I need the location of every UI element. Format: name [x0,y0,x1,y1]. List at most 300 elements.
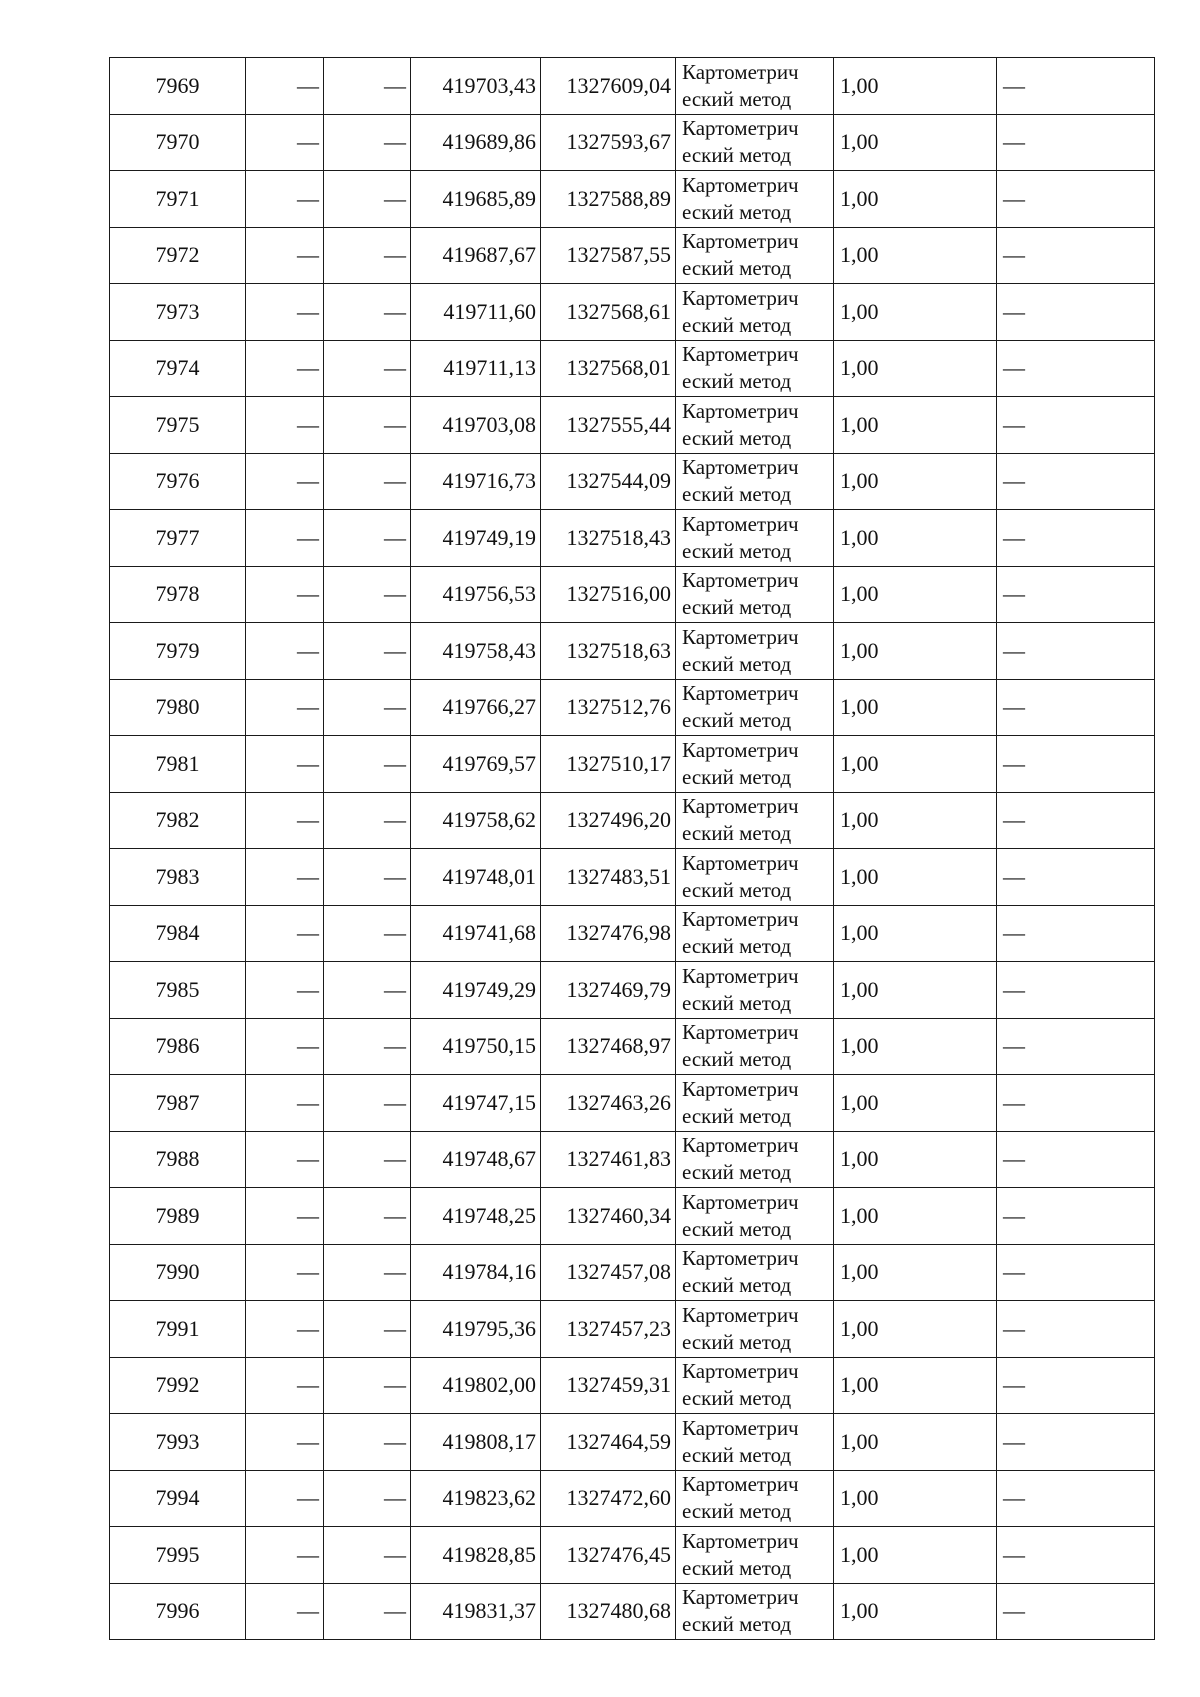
method-text-line: Картометрич [682,1020,799,1045]
table-row [110,114,1155,171]
table-row [110,1414,1155,1471]
accuracy-cell: 1,00 [834,453,997,510]
description-cell: — [997,1414,1155,1471]
table-row [110,1131,1155,1188]
y-coordinate-cell: 1327496,20 [541,792,676,849]
y-coordinate-cell: 1327476,98 [541,905,676,962]
y-coordinate-cell: 1327568,61 [541,284,676,341]
accuracy-cell: 1,00 [834,623,997,680]
y-coordinate-cell: 1327480,68 [541,1583,676,1640]
table-row [110,227,1155,284]
empty-value-cell: — [246,227,324,284]
method-text-line: Картометрич [682,285,799,310]
table-row [110,849,1155,906]
method-text-line: Картометрич [682,229,799,254]
empty-value-cell: — [324,1414,411,1471]
description-cell: — [997,1583,1155,1640]
point-number-cell: 7993 [110,1414,246,1471]
x-coordinate-cell: 419795,36 [411,1301,541,1358]
point-number-cell: 7984 [110,905,246,962]
empty-value-cell: — [324,736,411,793]
method-cell [676,679,834,736]
empty-value-cell: — [324,1470,411,1527]
empty-value-cell: — [246,453,324,510]
y-coordinate-cell: 1327483,51 [541,849,676,906]
method-text-line: Картометрич [682,568,799,593]
method-text-line: еский метод [682,1442,792,1467]
empty-value-cell: — [324,1131,411,1188]
point-number-cell: 7994 [110,1470,246,1527]
method-cell [676,792,834,849]
empty-value-cell: — [246,1414,324,1471]
method-cell [676,510,834,567]
y-coordinate-cell: 1327512,76 [541,679,676,736]
empty-value-cell: — [324,849,411,906]
point-number-cell: 7995 [110,1527,246,1584]
method-text-line: Картометрич [682,794,799,819]
x-coordinate-cell: 419687,67 [411,227,541,284]
y-coordinate-cell: 1327460,34 [541,1188,676,1245]
accuracy-cell: 1,00 [834,1018,997,1075]
point-number-cell: 7975 [110,397,246,454]
description-cell: — [997,1075,1155,1132]
method-cell [676,1301,834,1358]
method-text-line: еский метод [682,425,792,450]
empty-value-cell: — [246,171,324,228]
y-coordinate-cell: 1327609,04 [541,58,676,115]
method-text-line: еский метод [682,651,792,676]
method-text-line: еский метод [682,595,792,620]
method-text-line: Картометрич [682,963,799,988]
table-row [110,284,1155,341]
method-text-line: Картометрич [682,398,799,423]
y-coordinate-cell: 1327472,60 [541,1470,676,1527]
accuracy-cell: 1,00 [834,1470,997,1527]
method-cell [676,340,834,397]
table-row [110,566,1155,623]
point-number-cell: 7982 [110,792,246,849]
table-row [110,453,1155,510]
empty-value-cell: — [324,340,411,397]
table-row [110,905,1155,962]
description-cell: — [997,1018,1155,1075]
x-coordinate-cell: 419689,86 [411,114,541,171]
empty-value-cell: — [324,510,411,567]
method-cell [676,171,834,228]
y-coordinate-cell: 1327457,08 [541,1244,676,1301]
x-coordinate-cell: 419758,43 [411,623,541,680]
table-row [110,1527,1155,1584]
accuracy-cell: 1,00 [834,1188,997,1245]
method-text-line: Картометрич [682,1359,799,1384]
method-cell [676,1244,834,1301]
description-cell: — [997,397,1155,454]
point-number-cell: 7983 [110,849,246,906]
empty-value-cell: — [246,736,324,793]
empty-value-cell: — [246,1018,324,1075]
empty-value-cell: — [324,905,411,962]
method-cell [676,1414,834,1471]
accuracy-cell: 1,00 [834,114,997,171]
method-text-line: Картометрич [682,1585,799,1610]
x-coordinate-cell: 419711,60 [411,284,541,341]
x-coordinate-cell: 419823,62 [411,1470,541,1527]
method-text-line: Картометрич [682,1528,799,1553]
method-text-line: Картометрич [682,1302,799,1327]
empty-value-cell: — [246,510,324,567]
table-row [110,679,1155,736]
method-text-line: еский метод [682,990,792,1015]
description-cell: — [997,1357,1155,1414]
description-cell: — [997,510,1155,567]
table-row [110,792,1155,849]
accuracy-cell: 1,00 [834,1301,997,1358]
table-row [110,736,1155,793]
point-number-cell: 7990 [110,1244,246,1301]
method-text-line: еский метод [682,1160,792,1185]
method-text-line: еский метод [682,538,792,563]
empty-value-cell: — [246,1075,324,1132]
accuracy-cell: 1,00 [834,227,997,284]
x-coordinate-cell: 419716,73 [411,453,541,510]
y-coordinate-cell: 1327588,89 [541,171,676,228]
x-coordinate-cell: 419748,01 [411,849,541,906]
coordinates-table [109,57,1155,1640]
empty-value-cell: — [324,397,411,454]
empty-value-cell: — [324,227,411,284]
accuracy-cell: 1,00 [834,1244,997,1301]
empty-value-cell: — [324,58,411,115]
method-cell [676,1075,834,1132]
method-cell [676,1583,834,1640]
empty-value-cell: — [246,1357,324,1414]
method-text-line: Картометрич [682,172,799,197]
description-cell: — [997,1301,1155,1358]
table-row [110,1244,1155,1301]
accuracy-cell: 1,00 [834,1357,997,1414]
method-text-line: еский метод [682,1499,792,1524]
empty-value-cell: — [246,1527,324,1584]
empty-value-cell: — [246,566,324,623]
method-text-line: еский метод [682,934,792,959]
description-cell: — [997,1470,1155,1527]
accuracy-cell: 1,00 [834,962,997,1019]
y-coordinate-cell: 1327464,59 [541,1414,676,1471]
method-text-line: еский метод [682,143,792,168]
x-coordinate-cell: 419828,85 [411,1527,541,1584]
y-coordinate-cell: 1327568,01 [541,340,676,397]
method-cell [676,114,834,171]
table-row [110,1470,1155,1527]
method-cell [676,227,834,284]
empty-value-cell: — [324,1527,411,1584]
method-cell [676,849,834,906]
x-coordinate-cell: 419685,89 [411,171,541,228]
empty-value-cell: — [246,340,324,397]
empty-value-cell: — [324,962,411,1019]
accuracy-cell: 1,00 [834,397,997,454]
accuracy-cell: 1,00 [834,1075,997,1132]
accuracy-cell: 1,00 [834,566,997,623]
accuracy-cell: 1,00 [834,58,997,115]
x-coordinate-cell: 419748,25 [411,1188,541,1245]
point-number-cell: 7996 [110,1583,246,1640]
accuracy-cell: 1,00 [834,510,997,567]
accuracy-cell: 1,00 [834,340,997,397]
x-coordinate-cell: 419766,27 [411,679,541,736]
method-text-line: еский метод [682,821,792,846]
table-row [110,1357,1155,1414]
empty-value-cell: — [246,1583,324,1640]
accuracy-cell: 1,00 [834,1583,997,1640]
method-cell [676,1188,834,1245]
empty-value-cell: — [246,114,324,171]
method-text-line: еский метод [682,1047,792,1072]
table-row [110,962,1155,1019]
empty-value-cell: — [324,1244,411,1301]
y-coordinate-cell: 1327463,26 [541,1075,676,1132]
method-cell [676,1357,834,1414]
method-cell [676,623,834,680]
table-row [110,1018,1155,1075]
x-coordinate-cell: 419802,00 [411,1357,541,1414]
point-number-cell: 7981 [110,736,246,793]
table-row [110,340,1155,397]
method-text-line: еский метод [682,86,792,111]
method-text-line: еский метод [682,1273,792,1298]
table-row [110,1583,1155,1640]
description-cell: — [997,792,1155,849]
method-cell [676,962,834,1019]
empty-value-cell: — [246,849,324,906]
empty-value-cell: — [324,1075,411,1132]
empty-value-cell: — [246,1131,324,1188]
x-coordinate-cell: 419748,67 [411,1131,541,1188]
point-number-cell: 7980 [110,679,246,736]
table-row [110,397,1155,454]
accuracy-cell: 1,00 [834,171,997,228]
y-coordinate-cell: 1327518,43 [541,510,676,567]
point-number-cell: 7979 [110,623,246,680]
empty-value-cell: — [246,1244,324,1301]
table-row [110,58,1155,115]
method-text-line: Картометрич [682,850,799,875]
description-cell: — [997,340,1155,397]
empty-value-cell: — [324,623,411,680]
point-number-cell: 7992 [110,1357,246,1414]
point-number-cell: 7977 [110,510,246,567]
method-text-line: Картометрич [682,681,799,706]
description-cell: — [997,849,1155,906]
table-row [110,1188,1155,1245]
empty-value-cell: — [246,284,324,341]
empty-value-cell: — [324,792,411,849]
x-coordinate-cell: 419756,53 [411,566,541,623]
table-row [110,510,1155,567]
method-text-line: еский метод [682,1103,792,1128]
point-number-cell: 7989 [110,1188,246,1245]
method-cell [676,1470,834,1527]
y-coordinate-cell: 1327476,45 [541,1527,676,1584]
x-coordinate-cell: 419784,16 [411,1244,541,1301]
table-row [110,623,1155,680]
method-text-line: Картометрич [682,511,799,536]
point-number-cell: 7987 [110,1075,246,1132]
x-coordinate-cell: 419711,13 [411,340,541,397]
empty-value-cell: — [246,1188,324,1245]
point-number-cell: 7972 [110,227,246,284]
method-text-line: еский метод [682,877,792,902]
empty-value-cell: — [324,1188,411,1245]
y-coordinate-cell: 1327555,44 [541,397,676,454]
x-coordinate-cell: 419831,37 [411,1583,541,1640]
method-text-line: Картометрич [682,624,799,649]
point-number-cell: 7973 [110,284,246,341]
empty-value-cell: — [246,58,324,115]
point-number-cell: 7988 [110,1131,246,1188]
accuracy-cell: 1,00 [834,736,997,793]
y-coordinate-cell: 1327544,09 [541,453,676,510]
empty-value-cell: — [246,1470,324,1527]
empty-value-cell: — [246,962,324,1019]
description-cell: — [997,566,1155,623]
y-coordinate-cell: 1327516,00 [541,566,676,623]
method-cell [676,58,834,115]
method-text-line: еский метод [682,1555,792,1580]
method-text-line: еский метод [682,1386,792,1411]
y-coordinate-cell: 1327518,63 [541,623,676,680]
x-coordinate-cell: 419747,15 [411,1075,541,1132]
description-cell: — [997,962,1155,1019]
y-coordinate-cell: 1327510,17 [541,736,676,793]
x-coordinate-cell: 419749,19 [411,510,541,567]
method-cell [676,1018,834,1075]
y-coordinate-cell: 1327593,67 [541,114,676,171]
method-text-line: еский метод [682,256,792,281]
empty-value-cell: — [324,171,411,228]
method-cell [676,905,834,962]
empty-value-cell: — [324,1583,411,1640]
method-text-line: Картометрич [682,455,799,480]
x-coordinate-cell: 419703,43 [411,58,541,115]
description-cell: — [997,1527,1155,1584]
empty-value-cell: — [324,679,411,736]
accuracy-cell: 1,00 [834,1131,997,1188]
point-number-cell: 7969 [110,58,246,115]
x-coordinate-cell: 419703,08 [411,397,541,454]
empty-value-cell: — [324,1018,411,1075]
y-coordinate-cell: 1327461,83 [541,1131,676,1188]
y-coordinate-cell: 1327457,23 [541,1301,676,1358]
empty-value-cell: — [324,1357,411,1414]
method-cell [676,566,834,623]
point-number-cell: 7978 [110,566,246,623]
empty-value-cell: — [324,284,411,341]
method-text-line: еский метод [682,369,792,394]
description-cell: — [997,58,1155,115]
table-row [110,171,1155,228]
method-text-line: Картометрич [682,1415,799,1440]
point-number-cell: 7971 [110,171,246,228]
table-row [110,1075,1155,1132]
method-text-line: еский метод [682,199,792,224]
description-cell: — [997,227,1155,284]
method-text-line: Картометрич [682,1189,799,1214]
method-cell [676,1527,834,1584]
method-text-line: Картометрич [682,737,799,762]
accuracy-cell: 1,00 [834,1414,997,1471]
method-cell [676,736,834,793]
description-cell: — [997,1188,1155,1245]
method-text-line: еский метод [682,312,792,337]
point-number-cell: 7986 [110,1018,246,1075]
method-text-line: еский метод [682,1612,792,1637]
x-coordinate-cell: 419749,29 [411,962,541,1019]
method-text-line: еский метод [682,1329,792,1354]
accuracy-cell: 1,00 [834,849,997,906]
method-text-line: Картометрич [682,1076,799,1101]
description-cell: — [997,1244,1155,1301]
x-coordinate-cell: 419750,15 [411,1018,541,1075]
empty-value-cell: — [324,566,411,623]
method-cell [676,1131,834,1188]
point-number-cell: 7976 [110,453,246,510]
method-text-line: еский метод [682,482,792,507]
x-coordinate-cell: 419808,17 [411,1414,541,1471]
y-coordinate-cell: 1327587,55 [541,227,676,284]
method-cell [676,397,834,454]
point-number-cell: 7974 [110,340,246,397]
description-cell: — [997,453,1155,510]
description-cell: — [997,171,1155,228]
method-cell [676,284,834,341]
x-coordinate-cell: 419769,57 [411,736,541,793]
point-number-cell: 7970 [110,114,246,171]
y-coordinate-cell: 1327469,79 [541,962,676,1019]
method-text-line: Картометрич [682,1133,799,1158]
description-cell: — [997,905,1155,962]
description-cell: — [997,679,1155,736]
description-cell: — [997,736,1155,793]
method-text-line: еский метод [682,1216,792,1241]
table-row [110,1301,1155,1358]
description-cell: — [997,1131,1155,1188]
empty-value-cell: — [324,1301,411,1358]
table-body [110,58,1155,1640]
empty-value-cell: — [324,453,411,510]
accuracy-cell: 1,00 [834,792,997,849]
accuracy-cell: 1,00 [834,905,997,962]
method-text-line: еский метод [682,764,792,789]
method-text-line: еский метод [682,708,792,733]
accuracy-cell: 1,00 [834,284,997,341]
empty-value-cell: — [324,114,411,171]
y-coordinate-cell: 1327468,97 [541,1018,676,1075]
empty-value-cell: — [246,905,324,962]
method-text-line: Картометрич [682,1246,799,1271]
empty-value-cell: — [246,623,324,680]
description-cell: — [997,284,1155,341]
empty-value-cell: — [246,397,324,454]
accuracy-cell: 1,00 [834,679,997,736]
point-number-cell: 7991 [110,1301,246,1358]
method-text-line: Картометрич [682,1472,799,1497]
empty-value-cell: — [246,679,324,736]
description-cell: — [997,114,1155,171]
accuracy-cell: 1,00 [834,1527,997,1584]
point-number-cell: 7985 [110,962,246,1019]
empty-value-cell: — [246,792,324,849]
